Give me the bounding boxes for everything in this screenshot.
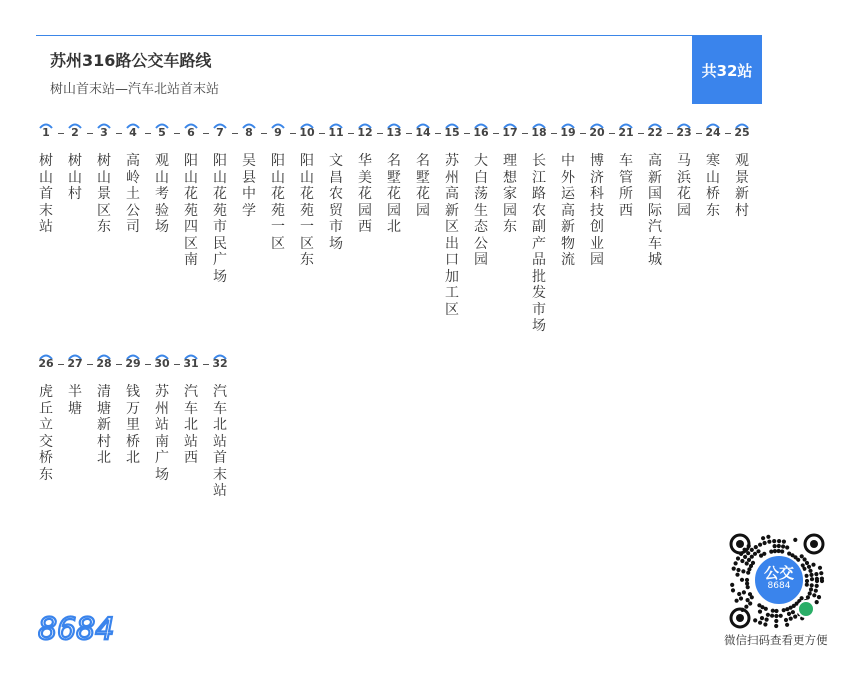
station-number: 30 xyxy=(154,357,170,370)
station-name: 中外运高新物流 xyxy=(561,153,575,268)
station-name: 树山村 xyxy=(68,153,82,202)
station-number: 20 xyxy=(589,126,605,139)
station-number: 26 xyxy=(38,357,54,370)
station-name: 树山景区东 xyxy=(97,153,111,235)
station-number: 16 xyxy=(473,126,489,139)
station-name: 阳山花苑一区 xyxy=(271,153,285,252)
station-name: 马浜花园 xyxy=(677,153,691,219)
wechat-qr-code xyxy=(726,530,828,632)
logo-text: 8684 xyxy=(38,612,115,644)
station-number: 28 xyxy=(96,357,112,370)
station-number: 7 xyxy=(216,126,224,139)
station-name: 高新国际汽车城 xyxy=(648,153,662,268)
station-number: 19 xyxy=(560,126,576,139)
station-name: 华美花园西 xyxy=(358,153,372,235)
station-name: 理想家园东 xyxy=(503,153,517,235)
station-name: 长江路农副产品批发市场 xyxy=(532,153,546,334)
station-number: 31 xyxy=(183,357,199,370)
station-number: 3 xyxy=(100,126,108,139)
station-name: 吴县中学 xyxy=(242,153,256,219)
station-name: 博济科技创业园 xyxy=(590,153,604,268)
station-name: 名墅花园 xyxy=(416,153,430,219)
station-number: 13 xyxy=(386,126,402,139)
route-header xyxy=(36,35,762,104)
qr-center-sub: 8684 xyxy=(767,581,791,591)
station-number: 10 xyxy=(299,126,315,139)
station-name: 名墅花园北 xyxy=(387,153,401,235)
logo-8684 xyxy=(38,612,116,644)
station-number: 5 xyxy=(158,126,166,139)
station-number: 25 xyxy=(734,126,750,139)
station-number: 1 xyxy=(42,126,50,139)
wechat-mini-icon xyxy=(797,600,815,618)
station-number: 17 xyxy=(502,126,518,139)
station-name: 清塘新村北 xyxy=(97,384,111,466)
station-name: 汽车北站西 xyxy=(184,384,198,466)
station-name: 高岭土公司 xyxy=(126,153,140,235)
station-name: 阳山花苑四区南 xyxy=(184,153,198,268)
station-number: 22 xyxy=(647,126,663,139)
station-number: 2 xyxy=(71,126,79,139)
station-number: 12 xyxy=(357,126,373,139)
station-count-badge: 共32站 xyxy=(692,36,762,104)
station-name: 观景新村 xyxy=(735,153,749,219)
station-number: 8 xyxy=(245,126,253,139)
station-name: 观山考验场 xyxy=(155,153,169,235)
station-number: 21 xyxy=(618,126,634,139)
station-number: 9 xyxy=(274,126,282,139)
station-name: 文昌农贸市场 xyxy=(329,153,343,252)
station-name: 半塘 xyxy=(68,384,82,417)
station-name: 大白荡生态公园 xyxy=(474,153,488,268)
station-name: 阳山花苑市民广场 xyxy=(213,153,227,285)
station-name: 汽车北站首末站 xyxy=(213,384,227,499)
station-number: 29 xyxy=(125,357,141,370)
station-number: 15 xyxy=(444,126,460,139)
station-name: 寒山桥东 xyxy=(706,153,720,219)
station-number: 18 xyxy=(531,126,547,139)
station-number: 11 xyxy=(328,126,344,139)
station-name: 虎丘立交桥东 xyxy=(39,384,53,483)
station-number: 24 xyxy=(705,126,721,139)
route-endpoints: 树山首末站—汽车北站首末站 xyxy=(50,82,220,97)
station-name: 阳山花苑一区东 xyxy=(300,153,314,268)
qr-center-badge xyxy=(753,554,805,606)
station-name: 车管所西 xyxy=(619,153,633,219)
qr-caption: 微信扫码查看更方便 xyxy=(724,633,828,647)
station-number: 27 xyxy=(67,357,83,370)
route-title: 苏州316路公交车路线 xyxy=(50,51,212,70)
station-name: 树山首末站 xyxy=(39,153,53,235)
station-name: 钱万里桥北 xyxy=(126,384,140,466)
station-number: 6 xyxy=(187,126,195,139)
station-name: 苏州站南广场 xyxy=(155,384,169,483)
station-number: 32 xyxy=(212,357,228,370)
station-number: 4 xyxy=(129,126,137,139)
qr-center-label: 公交 xyxy=(763,564,794,582)
station-name: 苏州高新区出口加工区 xyxy=(445,153,459,318)
station-number: 23 xyxy=(676,126,692,139)
station-number: 14 xyxy=(415,126,431,139)
